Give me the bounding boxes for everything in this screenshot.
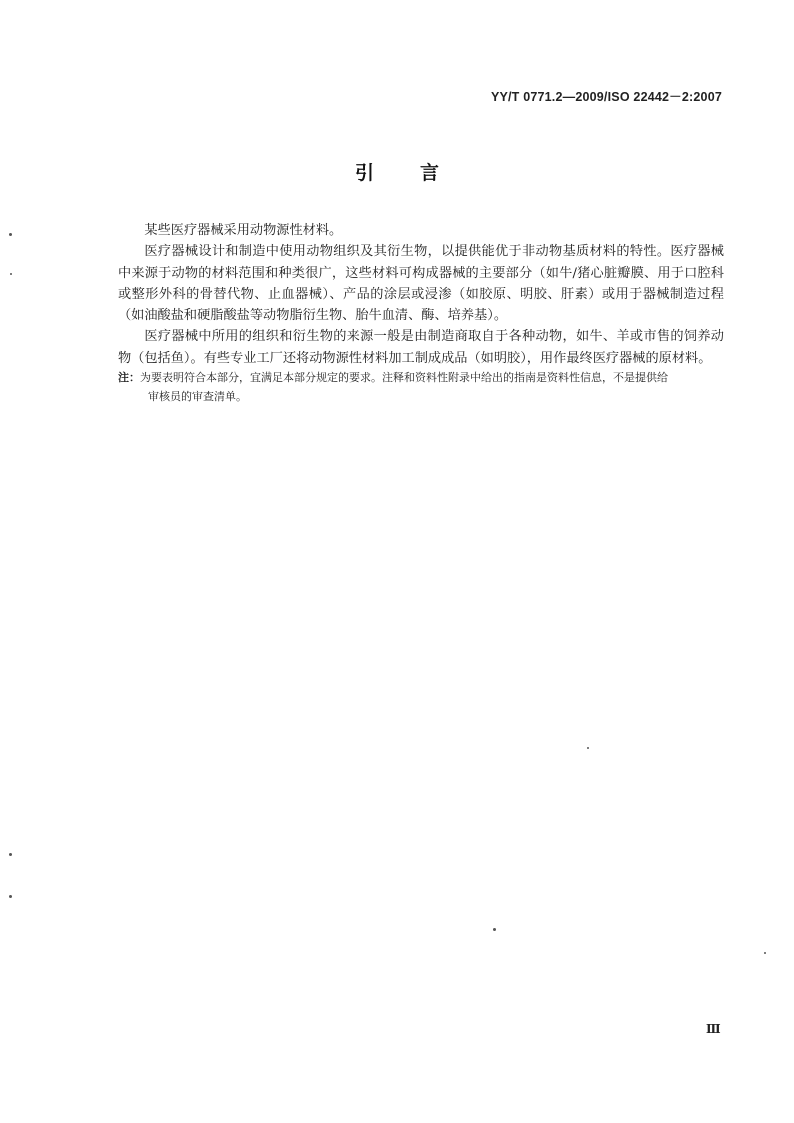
standard-identifier: YY/T 0771.2—2009/ISO 22442－2:2007 [490,90,722,104]
section-title: 引言 [354,162,485,184]
note-block [118,369,724,406]
scan-speck [9,895,12,898]
introduction-body [118,220,724,369]
note-text-line2: 审核员的审查清单。 [148,389,247,403]
scan-speck [9,853,12,856]
note-label: 注： [118,371,140,384]
paragraph: 某些医疗器械采用动物源性材料。 [144,223,343,238]
scan-speck [9,233,12,236]
paragraph: 医疗器械设计和制造中使用动物组织及其衍生物，以提供能优于非动物基质材料的特性。医疗器械中来源于动物的材料范围和种类很广，这些材料可构成器械的主要部分（如牛/猪心脏瓣膜、用于口腔科或整形外科的骨替代物、止血器械）、产品的涂层或浸渗（如胶原、明胶、肝素）或用于器械制造过程（如油酸盐和硬脂酸盐等动物脂衍生物、胎牛血清、酶、培养基）。 [118,244,724,324]
note-text-line1: 为要表明符合本部分，宜满足本部分规定的要求。注释和资料性附录中给出的指南是资料性信息，不是提供给 [140,371,668,384]
scan-speck [493,928,496,931]
scan-speck [10,273,12,275]
scan-speck [764,952,766,954]
paragraph: 医疗器械中所用的组织和衍生物的来源一般是由制造商取自于各种动物，如牛、羊或市售的饲养动物（包括鱼）。有些专业工厂还将动物源性材料加工制成成品（如明胶），用作最终医疗器械的原材料。 [118,329,724,366]
scan-speck [587,747,589,749]
page-number: Ⅲ [706,1022,721,1036]
